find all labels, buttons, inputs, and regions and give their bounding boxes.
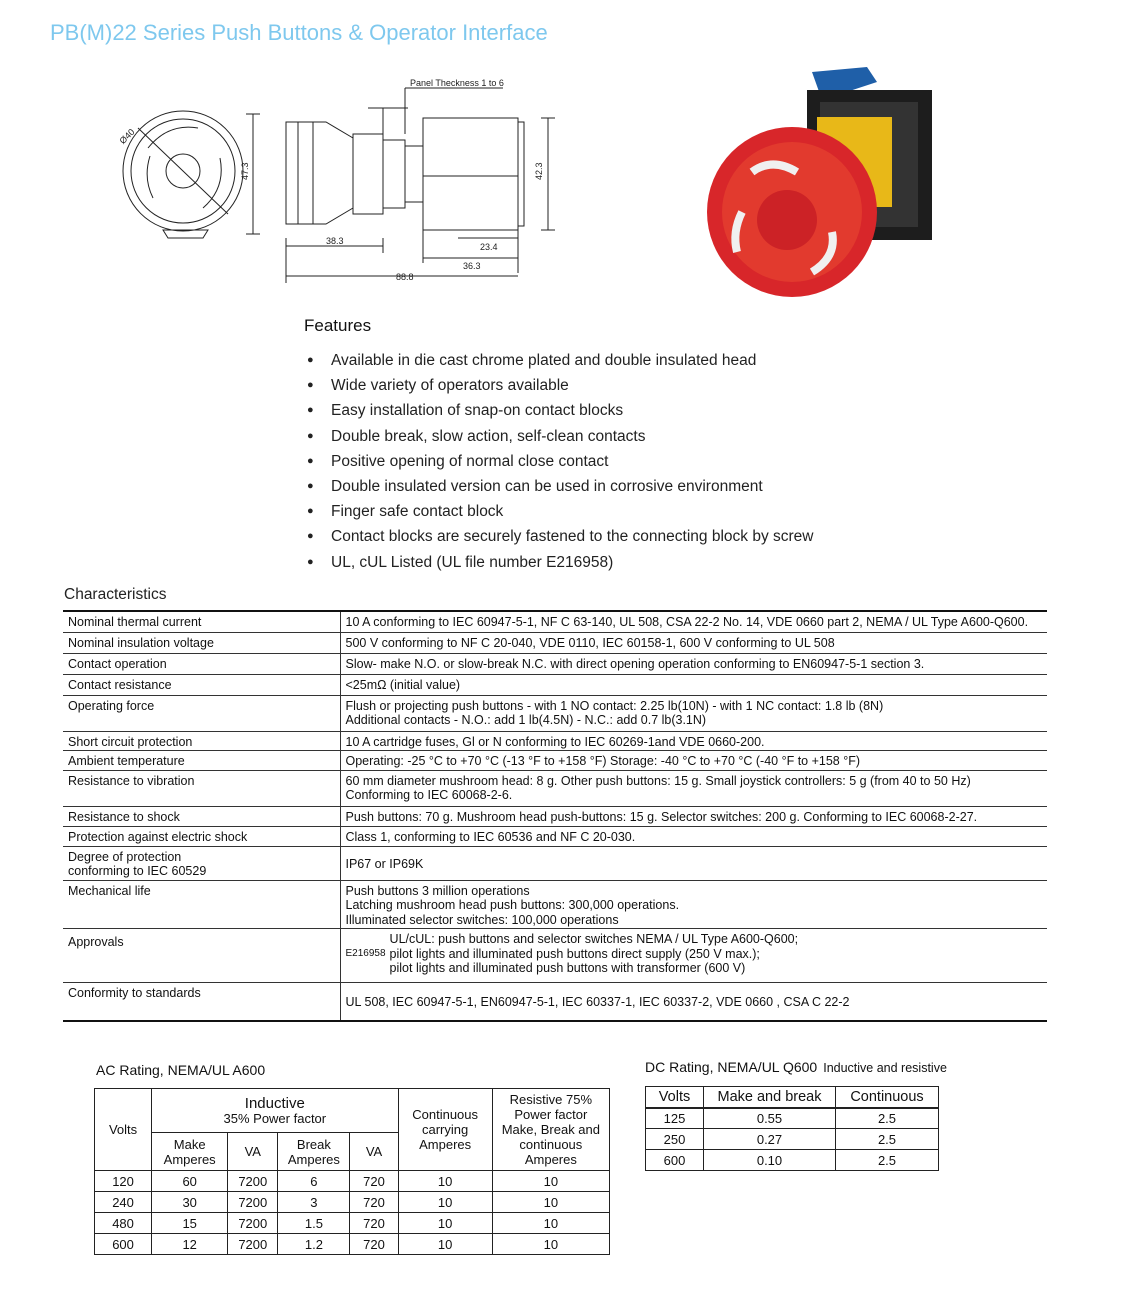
row-value: Slow- make N.O. or slow-break N.C. with direct opening operation conforming to EN60947-5-1 section 3. [340,653,1047,674]
header-continuous: Continuous [836,1087,939,1108]
row-value: 60 mm diameter mushroom head: 8 g. Other push buttons: 15 g. Small joystick controllers: 5 g (from 40 to 50 Hz) Conforming to IEC 60068-2-6. [340,770,1047,806]
cell-break: 1.5 [278,1213,350,1234]
cell-resistive: 10 [492,1171,609,1192]
feature-item: ● Positive opening of normal close contact [307,449,813,474]
feature-item: ● Wide variety of operators available [307,373,813,398]
row-key: Conformity to standards [63,983,340,1021]
feature-item: ● Double break, slow action, self-clean contacts [307,424,813,449]
header-continuous: Continuous carrying Amperes [398,1089,492,1171]
power-factor-label: 35% Power factor [223,1110,327,1126]
dc-rating-table [645,1086,939,1171]
table-row [63,929,1047,983]
cell-make-break: 0.55 [704,1108,836,1129]
cell-va: 7200 [228,1171,278,1192]
table-header-row [646,1087,939,1108]
table-row [63,751,1047,771]
table-row [63,653,1047,674]
feature-item: ● Double insulated version can be used in corrosive environment [307,474,813,499]
cell-make-break: 0.10 [704,1150,836,1171]
table-row [95,1234,610,1255]
table-row [63,826,1047,846]
cell-continuous: 10 [398,1234,492,1255]
row-value: Push buttons: 70 g. Mushroom head push-buttons: 15 g. Selector switches: 200 g. Conforming to IEC 60068-2-27. [340,806,1047,826]
dim-front-height: 47.3 [240,162,250,180]
cell-volts: 600 [95,1234,152,1255]
cell-va: 7200 [228,1213,278,1234]
cell-break: 3 [278,1192,350,1213]
dc-rating-title [645,1059,947,1075]
cell-va: 720 [350,1234,398,1255]
dimension-drawing [108,78,563,283]
panel-thickness-label: Panel Theckness 1 to 6 [410,78,504,88]
dim-body-depth: 36.3 [463,261,481,271]
row-key: Nominal thermal current [63,611,340,632]
dim-head-depth: 38.3 [326,236,344,246]
row-value: UL 508, IEC 60947-5-1, EN60947-5-1, IEC 60337-1, IEC 60337-2, VDE 0660 , CSA C 22-2 [340,983,1047,1021]
row-value: 10 A conforming to IEC 60947-5-1, NF C 63-140, UL 508, CSA 22-2 No. 14, VDE 0660 part 2, NEMA / UL Type A600-Q600. [340,611,1047,632]
table-row [63,806,1047,826]
features-title: Features [304,316,372,335]
cell-make: 60 [152,1171,228,1192]
header-va: VA [350,1133,398,1171]
characteristics-table [63,610,1047,1022]
feature-item: ● Contact blocks are securely fastened to the connecting block by screw [307,524,813,549]
dim-diameter: Ø40 [117,126,137,146]
feature-item: ● UL, cUL Listed (UL file number E216958) [307,550,813,575]
cell-volts: 250 [646,1129,704,1150]
row-key: Ambient temperature [63,751,340,771]
cell-volts: 480 [95,1213,152,1234]
ac-rating-table [94,1088,610,1255]
cell-va: 720 [350,1192,398,1213]
cell-continuous: 10 [398,1213,492,1234]
row-value: Push buttons 3 million operations Latching mushroom head push buttons: 300,000 operations. Illuminated selector switches: 100,000 operations [340,880,1047,929]
dc-title-text: DC Rating, NEMA/UL Q600 [645,1059,818,1075]
feature-item: ● Available in die cast chrome plated and double insulated head [307,348,813,373]
cell-make-break: 0.27 [704,1129,836,1150]
row-value: Operating: -25 °C to +70 °C (-13 °F to +158 °F) Storage: -40 °C to +70 °C (-40 °F to +158 °F) [340,751,1047,771]
row-key: Short circuit protection [63,731,340,751]
cell-resistive: 10 [492,1192,609,1213]
table-row [646,1108,939,1129]
table-row [95,1213,610,1234]
row-value: Class 1, conforming to IEC 60536 and NF C 20-030. [340,826,1047,846]
row-value: <25mΩ (initial value) [340,674,1047,695]
row-key: Nominal insulation voltage [63,632,340,653]
header-volts: Volts [646,1087,704,1108]
features-list [307,348,813,575]
cell-va: 7200 [228,1192,278,1213]
cell-make: 12 [152,1234,228,1255]
page-title: PB(M)22 Series Push Buttons & Operator Interface [50,20,548,45]
table-row [63,611,1047,632]
row-key: Approvals [63,929,340,983]
table-row [63,674,1047,695]
table-row [63,846,1047,880]
cell-resistive: 10 [492,1234,609,1255]
cell-resistive: 10 [492,1213,609,1234]
table-row [95,1171,610,1192]
cell-make: 15 [152,1213,228,1234]
dc-subtitle: Inductive and resistive [823,1061,947,1075]
header-volts: Volts [95,1089,152,1171]
header-inductive [152,1089,398,1133]
dim-block-height: 42.3 [534,162,544,180]
cell-break: 1.2 [278,1234,350,1255]
cell-break: 6 [278,1171,350,1192]
cell-make: 30 [152,1192,228,1213]
cell-volts: 240 [95,1192,152,1213]
cell-volts: 120 [95,1171,152,1192]
row-key: Operating force [63,695,340,731]
cell-continuous: 10 [398,1171,492,1192]
header-make-break: Make and break [704,1087,836,1108]
table-header-row [95,1089,610,1133]
table-row [646,1150,939,1171]
row-value: IP67 or IP69K [340,846,1047,880]
cell-va: 720 [350,1213,398,1234]
header-va: VA [228,1133,278,1171]
row-key: Mechanical life [63,880,340,929]
emergency-stop-button-image [702,62,942,302]
row-value: 500 V conforming to NF C 20-040, VDE 0110, IEC 60158-1, 600 V conforming to UL 508 [340,632,1047,653]
table-row [63,695,1047,731]
table-row [63,983,1047,1021]
dim-overall-depth: 88.8 [396,272,414,282]
row-key: Degree of protection conforming to IEC 60529 [63,846,340,880]
table-row [95,1192,610,1213]
table-row [63,770,1047,806]
ac-rating-title: AC Rating, NEMA/UL A600 [96,1062,266,1078]
dim-block-depth: 23.4 [480,242,498,252]
table-row [63,731,1047,751]
feature-item: ● Easy installation of snap-on contact blocks [307,398,813,423]
cell-continuous: 2.5 [836,1108,939,1129]
cell-continuous: 2.5 [836,1129,939,1150]
feature-item: ● Finger safe contact block [307,499,813,524]
row-key: Contact operation [63,653,340,674]
cell-va: 7200 [228,1234,278,1255]
header-break: Break Amperes [278,1133,350,1171]
cell-volts: 125 [646,1108,704,1129]
row-value: Flush or projecting push buttons - with 1 NO contact: 2.25 lb(10N) - with 1 NC contact: 1.8 lb (8N) Additional contacts - N.O.: add 1 lb(4.5N) - N.C.: add 0.7 lb(3.1N) [340,695,1047,731]
cell-continuous: 2.5 [836,1150,939,1171]
row-key: Resistance to shock [63,806,340,826]
row-value: 10 A cartridge fuses, Gl or N conforming to IEC 60269-1and VDE 0660-200. [340,731,1047,751]
table-row [63,880,1047,929]
approval-note: E216958 [345,947,386,959]
row-key: Resistance to vibration [63,770,340,806]
row-value [340,929,1047,983]
table-row [63,632,1047,653]
table-row [646,1129,939,1150]
cell-volts: 600 [646,1150,704,1171]
header-make: Make Amperes [152,1133,228,1171]
inductive-label: Inductive [244,1094,305,1112]
row-key: Contact resistance [63,674,340,695]
cell-va: 720 [350,1171,398,1192]
row-key: Protection against electric shock [63,826,340,846]
characteristics-title: Characteristics [64,586,167,603]
header-resistive: Resistive 75% Power factor Make, Break and continuous Amperes [492,1089,609,1171]
cell-continuous: 10 [398,1192,492,1213]
approval-text: UL/cUL: push buttons and selector switches NEMA / UL Type A600-Q600; pilot lights and illuminated push buttons direct supply (250 V max.); pilot lights and illuminated push buttons with transformer (600 V) [389,932,799,975]
